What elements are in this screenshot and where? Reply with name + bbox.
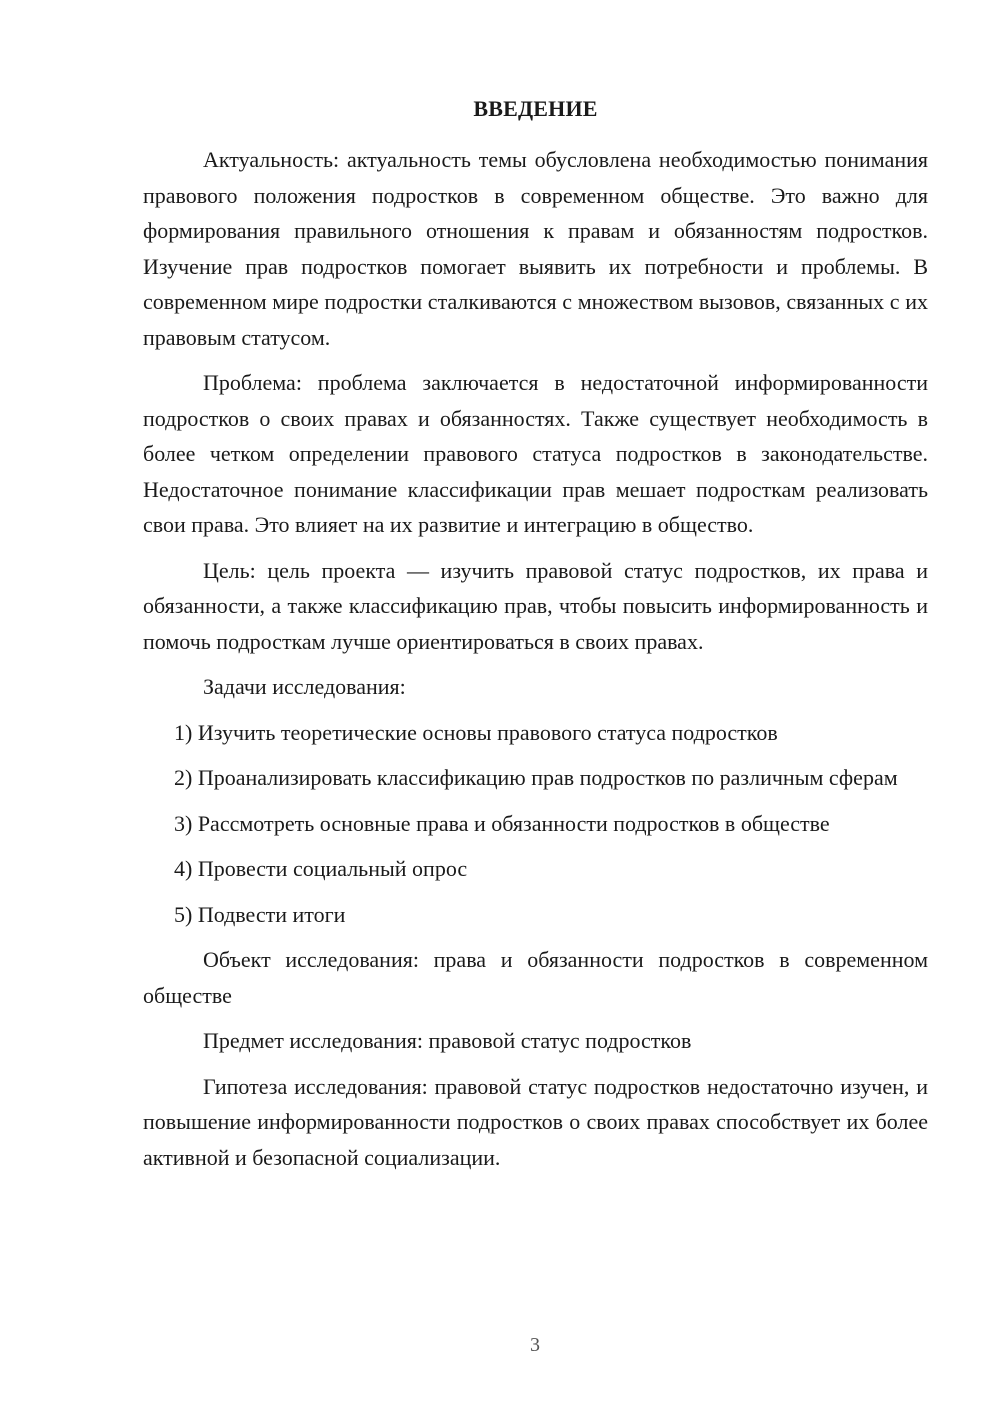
problem-paragraph: Проблема: проблема заключается в недостаточной информированности подростков о своих правах и обязанностях. Также существует необходимость в более четком определении правового статуса подростков в законодательстве. Недостаточное понимание классификации прав мешает подросткам реализовать свои права. Это влияет на их развитие и интеграцию в общество. [143, 370, 928, 537]
task-item: 1) Изучить теоретические основы правового статуса подростков [174, 719, 778, 745]
hypothesis-paragraph: Гипотеза исследования: правовой статус подростков недостаточно изучен, и повышение информированности подростков о своих правах способствует их более активной и безопасной социализации. [143, 1073, 928, 1170]
relevance-paragraph: Актуальность: актуальность темы обусловлена необходимостью понимания правового положения подростков в современном обществе. Это важно для формирования правильного отношения к правам и обязанностям подростков. Изучение прав подростков помогает выявить их потребности и проблемы. В современном мире подростки сталкиваются с множеством вызовов, связанных с их правовым статусом. [143, 147, 928, 350]
subject-paragraph: Предмет исследования: правовой статус подростков [203, 1028, 692, 1053]
tasks-heading: Задачи исследования: [203, 674, 406, 699]
page-number: 3 [530, 1334, 540, 1356]
task-item: 2) Проанализировать классификацию прав подростков по различным сферам [174, 765, 898, 790]
task-item: 4) Провести социальный опрос [174, 856, 468, 881]
task-item: 3) Рассмотреть основные права и обязанности подростков в обществе [174, 810, 830, 836]
document-body [143, 142, 928, 1185]
object-paragraph: Объект исследования: права и обязанности подростков в современном обществе [143, 947, 928, 1008]
section-title: ВВЕДЕНИЕ [473, 96, 598, 121]
goal-paragraph: Цель: цель проекта — изучить правовой статус подростков, их права и обязанности, а также классификацию прав, чтобы повысить информированность и помочь подросткам лучше ориентироваться в своих правах. [143, 557, 928, 654]
task-item: 5) Подвести итоги [174, 901, 346, 927]
